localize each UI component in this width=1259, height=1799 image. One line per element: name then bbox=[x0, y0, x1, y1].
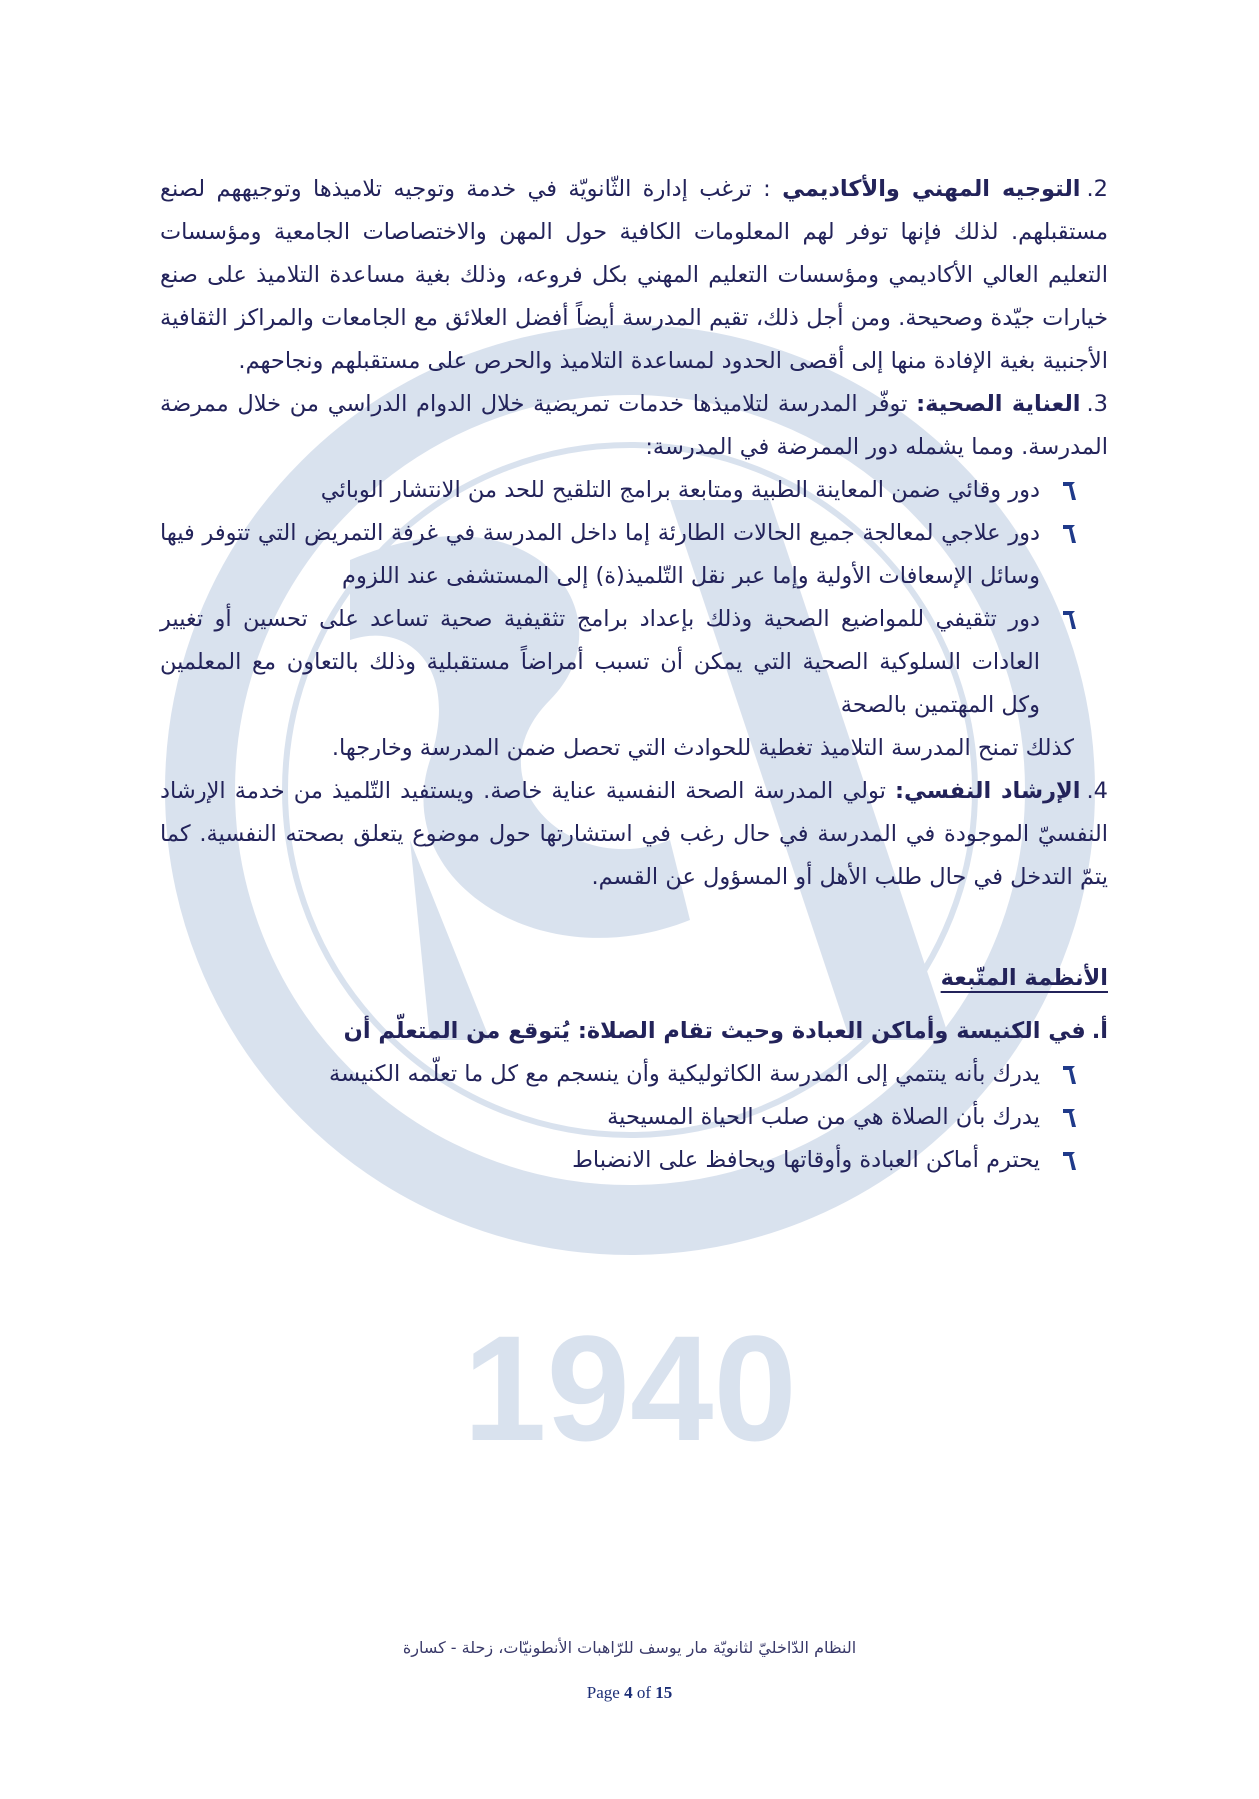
footer-text: النظام الدّاخليّ لثانويّة مار يوسف للرّاهبات الأنطونيّات، زحلة - كسارة bbox=[402, 1638, 857, 1657]
pickaxe-bullet-icon bbox=[1060, 478, 1084, 502]
item-number: 4. bbox=[1086, 778, 1108, 804]
list-item-text: دور وقائي ضمن المعاينة الطبية ومتابعة برامج التلقيح للحد من الانتشار الوبائي bbox=[320, 477, 1040, 503]
pickaxe-bullet-icon bbox=[1060, 1148, 1084, 1172]
item-title: الإرشاد النفسي: bbox=[894, 778, 1081, 804]
item-number: 3. bbox=[1086, 391, 1108, 417]
current-page: 4 bbox=[624, 1683, 633, 1702]
pickaxe-bullet-icon bbox=[1060, 607, 1084, 631]
item-text: تولي المدرسة الصحة النفسية عناية خاصة. ويستفيد التّلميذ من خدمة الإرشاد النفسيّ الموجودة في المدرسة في حال رغب في استشارتها حول موضوع يتعلق بصحته النفسية. كما يتمّ التدخل في حال طلب الأهل أو المسؤول عن القسم. bbox=[160, 778, 1108, 890]
item-text: توفّر المدرسة لتلاميذها خدمات تمريضية خلال الدوام الدراسي من خلال ممرضة المدرسة. ومما يشمله دور الممرضة في المدرسة: bbox=[160, 391, 1108, 460]
watermark-year: 1940 bbox=[463, 1304, 797, 1472]
item-text: : ترغب إدارة الثّانويّة في خدمة وتوجيه تلاميذها وتوجيههم لصنع مستقبلهم. لذلك فإنها توفر لهم المعلومات الكافية حول المهن والاختصاصات الجامعية ومؤسسات التعليم العالي الأكاديمي ومؤسسات التعليم المهني بكل فروعه، وذلك بغية مساعدة التلاميذ على صنع خيارات جيّدة وصحيحة. ومن أجل ذلك، تقيم المدرسة أيضاً أفضل العلائق مع الجامعات والمراكز الثقافية الأجنبية بغية الإفادة منها إلى أقصى الحدود لمساعدة التلاميذ والحرص على مستقبلهم ونجاحهم. bbox=[160, 176, 1108, 374]
item-title: التوجيه المهني والأكاديمي bbox=[782, 176, 1081, 202]
item-counseling bbox=[160, 770, 1108, 899]
main-content bbox=[160, 168, 1108, 1182]
pickaxe-bullet-icon bbox=[1060, 1062, 1084, 1086]
pickaxe-bullet-icon bbox=[1060, 521, 1084, 545]
total-pages: 15 bbox=[655, 1683, 673, 1702]
list-item bbox=[160, 598, 1108, 727]
list-item-text: يدرك بأنه ينتمي إلى المدرسة الكاثوليكية وأن ينسجم مع كل ما تعلّمه الكنيسة bbox=[329, 1061, 1040, 1087]
subsection-text: في الكنيسة وأماكن العبادة وحيث تقام الصلاة: يُتوقع من المتعلّم أن bbox=[343, 1018, 1086, 1044]
page-number bbox=[0, 1683, 1259, 1703]
page-word: Page bbox=[586, 1683, 620, 1702]
subsection-title bbox=[160, 1010, 1108, 1053]
of-word: of bbox=[636, 1683, 651, 1702]
item-guidance bbox=[160, 168, 1108, 383]
list-item bbox=[160, 1139, 1108, 1182]
list-item-text: يدرك بأن الصلاة هي من صلب الحياة المسيحية bbox=[607, 1104, 1040, 1130]
pickaxe-bullet-icon bbox=[1060, 1105, 1084, 1129]
list-item-text: يحترم أماكن العبادة وأوقاتها ويحافظ على الانضباط bbox=[572, 1147, 1040, 1173]
list-item bbox=[160, 1053, 1108, 1096]
item-number: 2. bbox=[1086, 176, 1108, 202]
list-item bbox=[160, 512, 1108, 598]
item-title: العناية الصحية: bbox=[916, 391, 1081, 417]
section-heading: الأنظمة المتّبعة bbox=[940, 965, 1108, 991]
item-health-care bbox=[160, 383, 1108, 469]
list-item-text: دور تثقيفي للمواضيع الصحية وذلك بإعداد برامج تثقيفية صحية تساعد على تحسين أو تغيير العادات السلوكية الصحية التي يمكن أن تسبب أمراضاً مستقبلية وذلك بالتعاون مع المعلمين وكل المهتمين بالصحة bbox=[160, 606, 1040, 718]
list-item-text: دور علاجي لمعالجة جميع الحالات الطارئة إما داخل المدرسة في غرفة التمريض التي تتوفر فيها وسائل الإسعافات الأولية وإما عبر نقل التّلميذ(ة) إلى المستشفى عند اللزوم bbox=[160, 520, 1040, 589]
list-item bbox=[160, 469, 1108, 512]
item-note: كذلك تمنح المدرسة التلاميذ تغطية للحوادث التي تحصل ضمن المدرسة وخارجها. bbox=[331, 735, 1074, 761]
subsection-letter: أ. bbox=[1091, 1018, 1108, 1044]
list-item bbox=[160, 1096, 1108, 1139]
